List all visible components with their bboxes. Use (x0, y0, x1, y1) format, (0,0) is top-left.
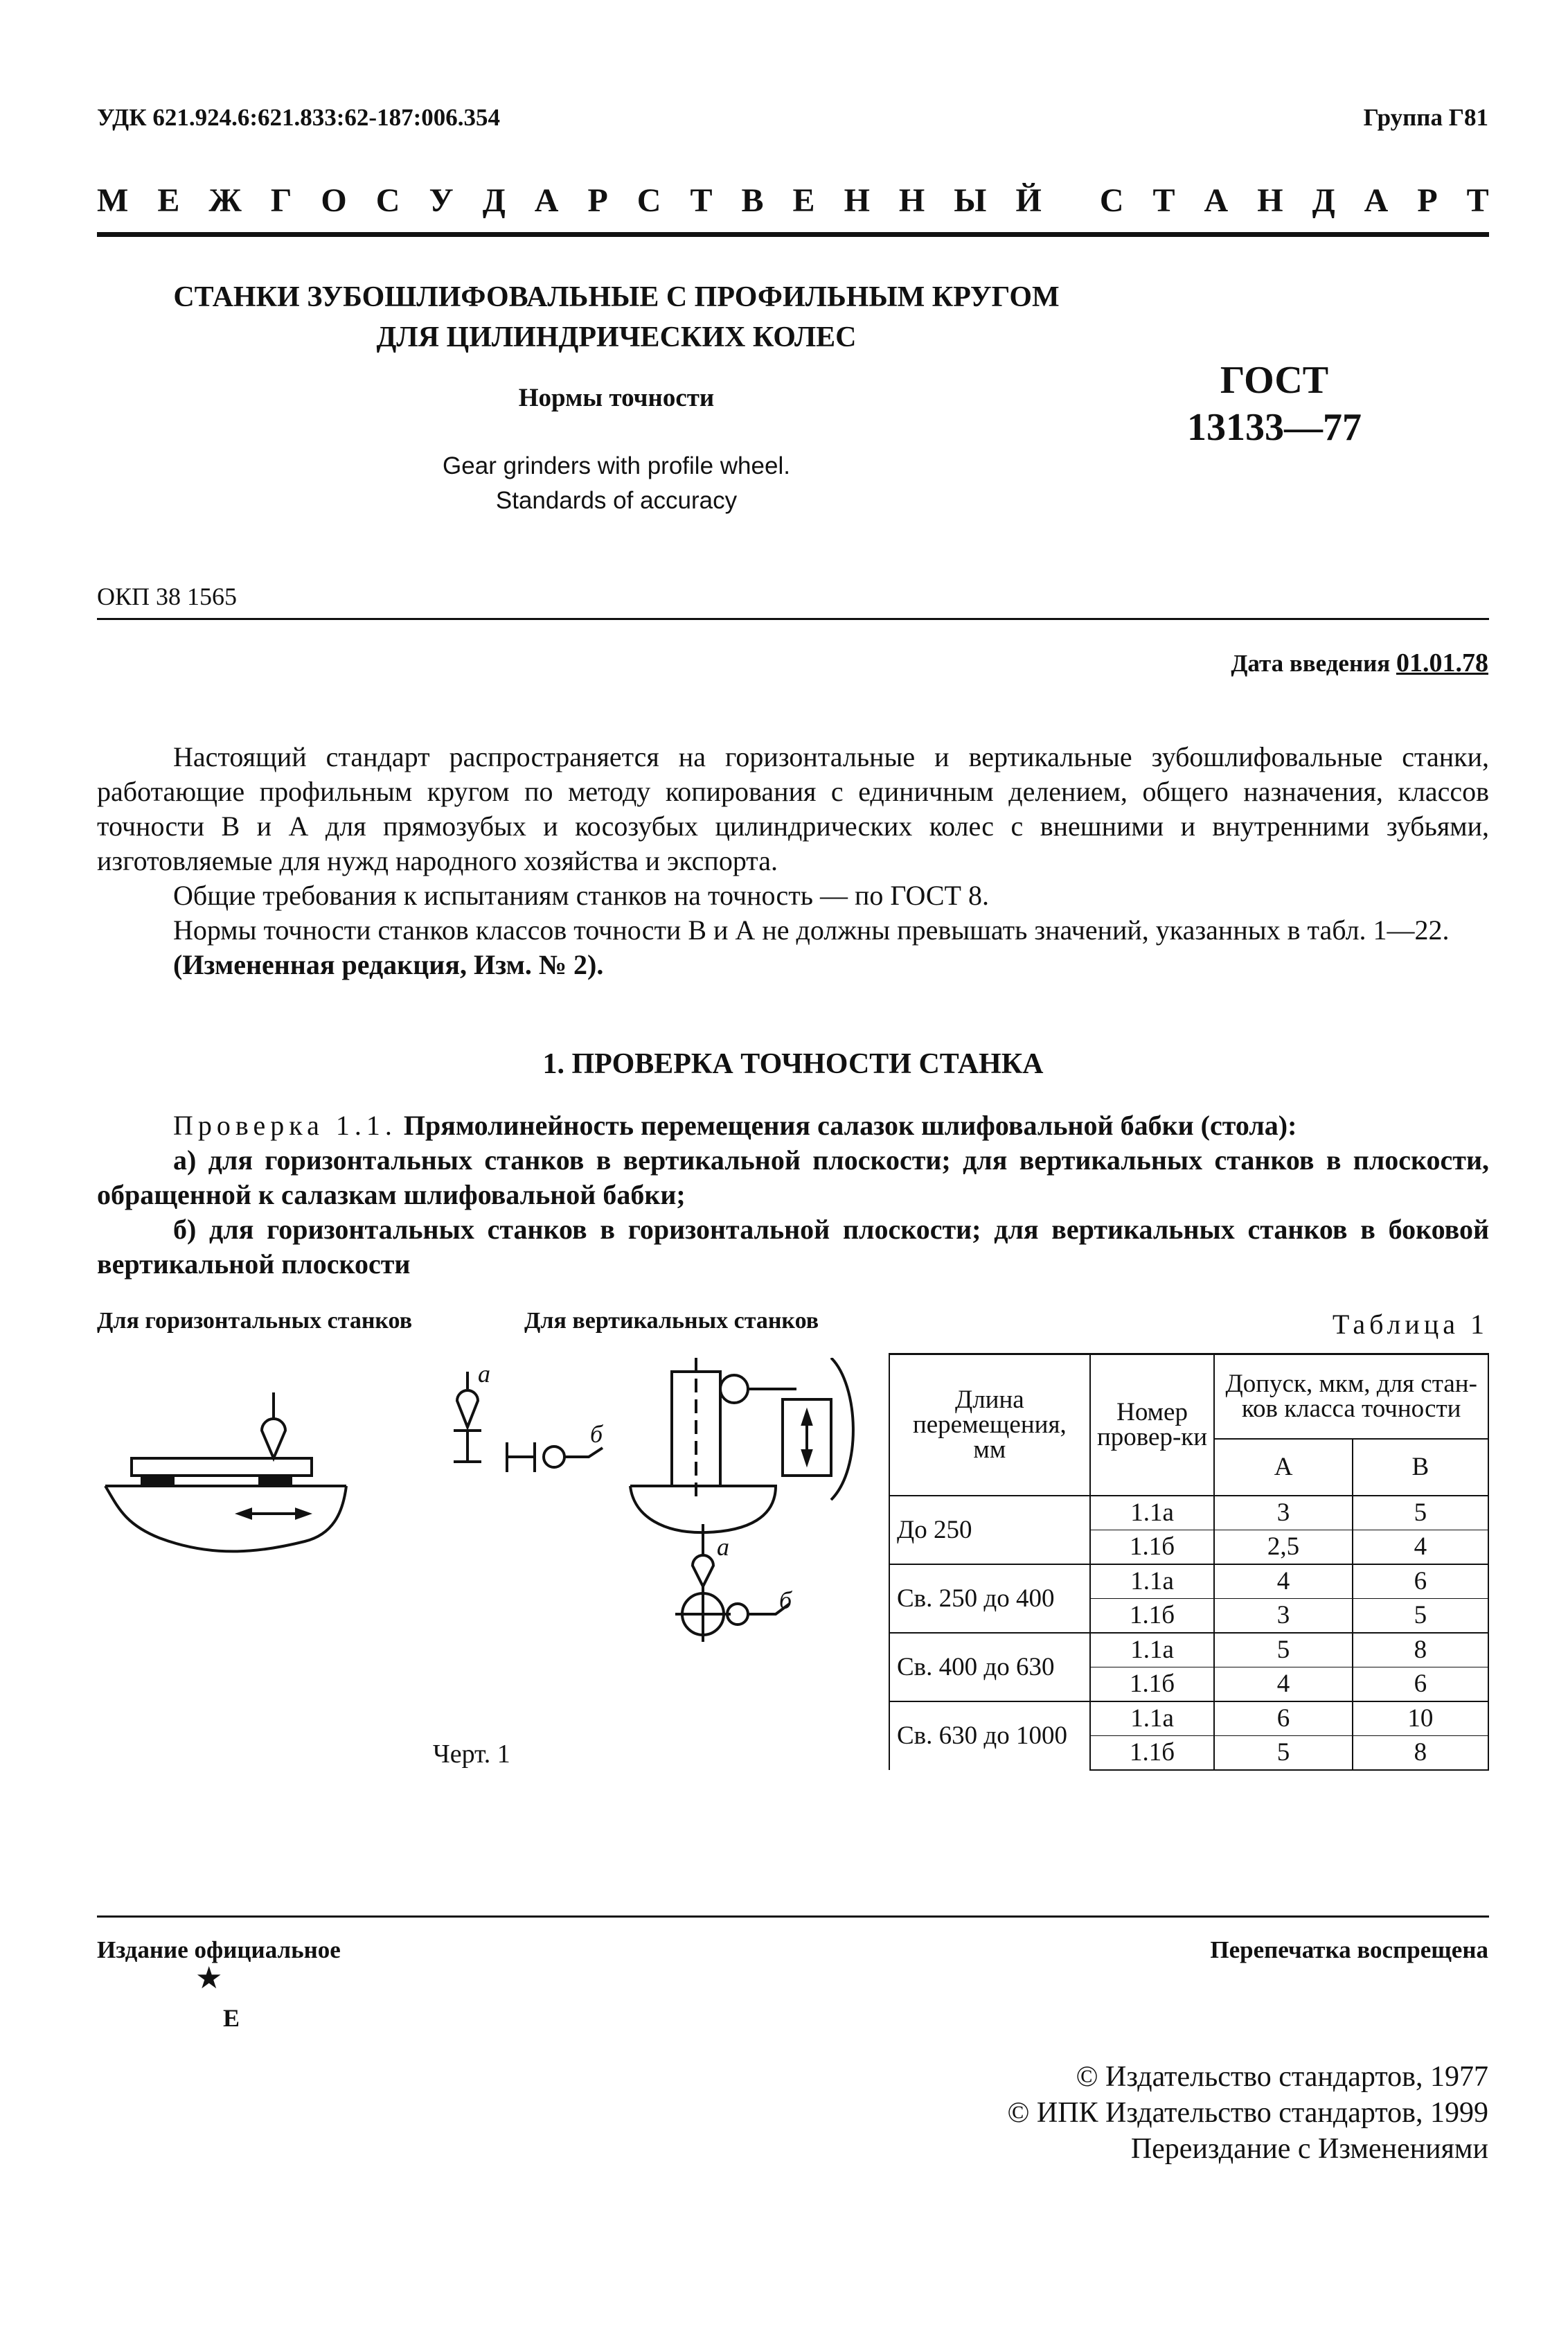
measurement-scheme-drawing (97, 1358, 873, 1718)
star-icon: ★ (195, 1961, 223, 1995)
check-code-cell: 1.1а (1090, 1701, 1215, 1736)
check-item-a: а) для горизонтальных станков в вертикальной плоскости; для вертикальных станков в плоскости, обращенной к салазкам шлифовальной бабки; (97, 1144, 1489, 1210)
table-row (889, 1496, 1488, 1530)
mark-a-lower: а (717, 1533, 729, 1561)
class-a-cell: 2,5 (1214, 1530, 1352, 1565)
group-code: Группа Г81 (1363, 104, 1488, 131)
mark-b-top: б (590, 1420, 603, 1448)
table-row (889, 1633, 1488, 1667)
table-1 (889, 1353, 1489, 1771)
header-rule (97, 232, 1489, 237)
scheme-b-indicator (544, 1446, 564, 1467)
guide-left (142, 1476, 173, 1486)
copyright-line-1: © Издательство стандартов, 1977 (1076, 2061, 1488, 2093)
lower-a-indicator (693, 1555, 713, 1586)
banner-letter: Н (1257, 182, 1283, 219)
banner-letter: О (321, 182, 347, 219)
base-outline (105, 1486, 346, 1551)
check-code-cell: 1.1а (1090, 1564, 1215, 1599)
banner-letter: М (97, 182, 129, 219)
class-a-cell: 5 (1214, 1633, 1352, 1667)
class-a-cell: 4 (1214, 1564, 1352, 1599)
banner-letter: А (1364, 182, 1389, 219)
class-b-cell: 8 (1353, 1736, 1488, 1771)
guide-right (260, 1476, 291, 1486)
vertical-arrow-up (803, 1412, 811, 1424)
okp-code: ОКП 38 1565 (97, 583, 238, 610)
class-a-cell: 3 (1214, 1599, 1352, 1634)
introduction-date (1231, 648, 1488, 678)
banner-letter: Д (482, 182, 506, 219)
edition-letter: Е (223, 2004, 240, 2032)
class-a-cell: 6 (1214, 1701, 1352, 1736)
scheme-a-indicator (457, 1390, 478, 1427)
banner-letter: Н (898, 182, 925, 219)
banner-letter: А (1204, 182, 1229, 219)
check-item-b: б) для горизонтальных станков в горизонтальной плоскости; для вертикальных станков в боковой вертикальной плоскости (97, 1214, 1489, 1280)
gost-number: 13133—77 (1187, 406, 1362, 449)
scheme-b-stem (564, 1448, 603, 1457)
class-b-cell: 6 (1353, 1564, 1488, 1599)
header-check-number: Номер провер-ки (1090, 1354, 1215, 1496)
banner-letter: В (741, 182, 764, 219)
figure-label-vertical: Для вертикальных станков (524, 1308, 819, 1334)
check-code-cell: 1.1а (1090, 1633, 1215, 1667)
udk-code: УДК 621.924.6:621.833:62-187:006.354 (97, 104, 500, 131)
reprint-with-changes: Переиздание с Изменениями (1130, 2133, 1488, 2165)
class-b-cell: 4 (1353, 1530, 1488, 1565)
figure-label-horizontal: Для горизонтальных станков (97, 1308, 413, 1334)
table-slide (132, 1458, 312, 1476)
introduction-text (97, 740, 1489, 982)
check-title-paragraph (97, 1108, 1489, 1143)
banner-letter: У (429, 182, 454, 219)
indicator-head (262, 1419, 285, 1458)
banner-letter: Е (157, 182, 180, 219)
banner-letter: Д (1312, 182, 1335, 219)
intro-paragraph-1: Настоящий стандарт распространяется на горизонтальные и вертикальные зубошлифовальные станки, работающие профильным кругом по методу копирования с единичным делением, общего назначения, классов точности В и А для прямозубых и косозубых цилиндрических колес с внешними и внутренними зубьями, изготовляемые для нужд народного хозяйства и экспорта. (97, 741, 1489, 876)
reprint-prohibited-note: Перепечатка воспрещена (1210, 1936, 1488, 1963)
scheme-a-rail (454, 1431, 481, 1462)
gost-designation (1136, 357, 1413, 451)
check-label: Проверка 1.1. (173, 1110, 397, 1141)
intro-date-label: Дата введения (1231, 650, 1391, 677)
intro-paragraph-2: Общие требования к испытаниям станков на точность — по ГОСТ 8. (173, 880, 989, 911)
length-cell: До 250 (889, 1496, 1090, 1564)
banner-letter: Т (1466, 182, 1489, 219)
banner-letter: Й (1015, 182, 1042, 219)
mark-b-lower: б (779, 1586, 792, 1614)
scheme-b-rail (507, 1442, 535, 1472)
amendment-note: (Измененная редакция, Изм. № 2). (173, 949, 604, 980)
banner-letter: А (534, 182, 559, 219)
banner-letter: Г (270, 182, 292, 219)
class-b-cell: 5 (1353, 1496, 1488, 1530)
intro-paragraph-3: Нормы точности станков классов точности В и А не должны превышать значений, указанных в табл. 1—22. (173, 914, 1450, 946)
header-class-b: В (1353, 1439, 1488, 1496)
english-title-line-2: Standards of accuracy (495, 487, 738, 514)
class-b-cell: 5 (1353, 1599, 1488, 1634)
header-tolerance: Допуск, мкм, для стан-ков класса точности (1214, 1354, 1488, 1440)
section-heading: 1. ПРОВЕРКА ТОЧНОСТИ СТАНКА (542, 1048, 1044, 1080)
okp-rule (97, 618, 1489, 620)
english-title-line-1: Gear grinders with profile wheel. (443, 452, 790, 479)
banner-letter: С (1099, 182, 1124, 219)
length-cell: Св. 400 до 630 (889, 1633, 1090, 1701)
header-class-a: А (1214, 1439, 1352, 1496)
check-code-cell: 1.1б (1090, 1736, 1215, 1771)
banner-letter: С (636, 182, 661, 219)
arrow-left (239, 1510, 251, 1518)
check-code-cell: 1.1б (1090, 1530, 1215, 1565)
copyright-line-2: © ИПК Издательство стандартов, 1999 (1007, 2097, 1488, 2129)
footer-rule (97, 1915, 1489, 1918)
banner-letter: Н (844, 182, 870, 219)
intro-date-value: 01.01.78 (1396, 648, 1488, 678)
mark-a-top: а (478, 1360, 490, 1388)
figure-caption: Черт. 1 (433, 1740, 510, 1769)
banner-letter: Р (587, 182, 608, 219)
copyright-block (1007, 2059, 1488, 2167)
english-title (97, 449, 1136, 518)
class-a-cell: 5 (1214, 1736, 1352, 1771)
class-b-cell: 10 (1353, 1701, 1488, 1736)
check-code-cell: 1.1б (1090, 1599, 1215, 1634)
class-b-cell: 8 (1353, 1633, 1488, 1667)
banner-letter: Ж (208, 182, 242, 219)
header-length: Длина перемещения, мм (889, 1354, 1090, 1496)
table-label: Таблица 1 (1332, 1309, 1488, 1340)
class-a-cell: 4 (1214, 1667, 1352, 1702)
banner-letter: Т (1152, 182, 1175, 219)
class-b-cell: 6 (1353, 1667, 1488, 1702)
length-cell: Св. 250 до 400 (889, 1564, 1090, 1633)
official-edition-note: Издание официальное (97, 1936, 341, 1963)
vertical-indicator (720, 1375, 748, 1403)
gost-label: ГОСТ (1220, 359, 1329, 402)
title-line-2: ДЛЯ ЦИЛИНДРИЧЕСКИХ КОЛЕС (376, 321, 857, 353)
table-row (889, 1701, 1488, 1736)
banner-letter: Т (690, 182, 713, 219)
banner-letter: С (375, 182, 400, 219)
vertical-arrow-down (803, 1451, 811, 1463)
class-a-cell: 3 (1214, 1496, 1352, 1530)
table-row (889, 1564, 1488, 1599)
length-cell: Св. 630 до 1000 (889, 1701, 1090, 1770)
document-subtitle: Нормы точности (518, 384, 715, 412)
title-line-1: СТАНКИ ЗУБОШЛИФОВАЛЬНЫЕ С ПРОФИЛЬНЫМ КРУГОМ (173, 281, 1060, 313)
check-code-cell: 1.1б (1090, 1667, 1215, 1702)
document-title (97, 277, 1136, 357)
check-title: Прямолинейность перемещения салазок шлифовальной бабки (стола): (403, 1110, 1297, 1141)
interstate-standard-banner (97, 182, 1489, 220)
vertical-slide-guide (831, 1358, 853, 1500)
check-1-1 (97, 1108, 1489, 1282)
banner-letter: Ы (954, 182, 987, 219)
banner-letter: Р (1417, 182, 1438, 219)
arrow-right (296, 1510, 308, 1518)
check-code-cell: 1.1а (1090, 1496, 1215, 1530)
banner-letter: Е (792, 182, 815, 219)
